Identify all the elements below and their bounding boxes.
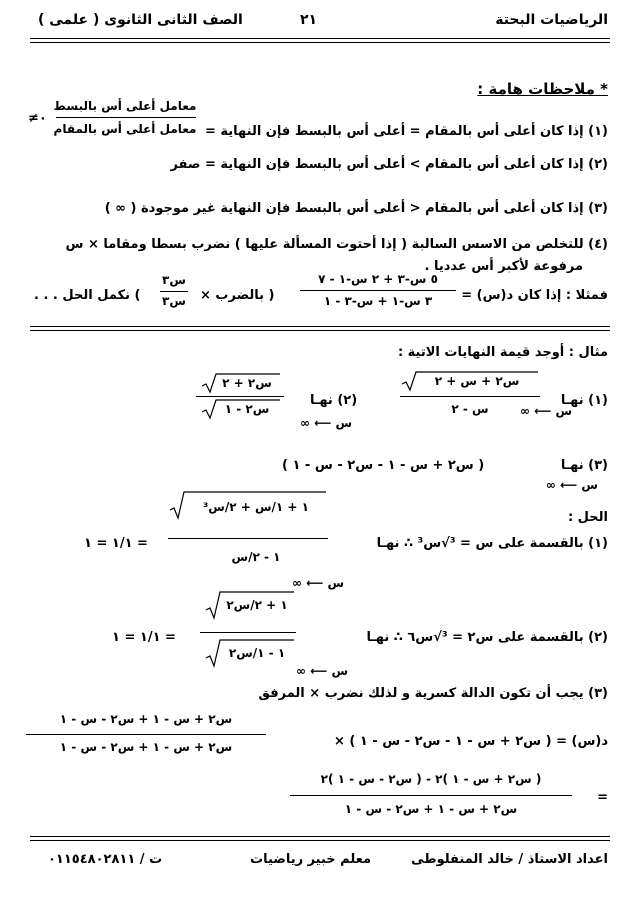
problem-2-denominator: س٢ - ١ (224, 402, 270, 416)
problem-3-label: (٣) نهـا (560, 458, 608, 473)
problem-2-fraction-bar (196, 396, 284, 397)
solution-1-fraction-bar (168, 538, 328, 539)
solution-2-result: = ١/١ = ١ (112, 630, 176, 645)
solution-3-result-denominator: س٢ + س - ١ + س٢ - س - ١ (344, 802, 518, 816)
example-mult-numerator: س٣ (162, 273, 186, 287)
problem-1-numerator: س٢ + س + ٢ (434, 374, 520, 388)
problem-2-numerator: س٢ + ٢ (222, 376, 272, 390)
solution-3-result-numerator: ( س٢ + س - ١ )٢ - ( س٢ - س - ١ )٢ (320, 772, 542, 786)
example-continue: ) نكمل الحل . . . (34, 288, 141, 303)
note-1-fraction-bar (56, 117, 196, 118)
solution-2-numerator: ١ + ٢/س٢ (226, 598, 288, 612)
solution-2-text: (٢) بالقسمة على س٢ = ³√س٦ ∴ نهـا (366, 630, 608, 645)
problem-1-label: (١) نهـا (560, 393, 608, 408)
solution-1-limit: س ⟵ ∞ (292, 576, 345, 590)
example-mult-denominator: س٣ (162, 294, 186, 308)
footer-author: اعداد الاستاذ / خالد المنفلوطى (411, 852, 608, 867)
problem-1-denominator: س - ٢ (451, 402, 489, 416)
header-grade: الصف الثانى الثانوى ( علمى ) (38, 12, 243, 28)
solution-3-conjugate-numerator: س٢ + س - ١ + س٢ - س - ١ (59, 712, 233, 726)
solution-3-function: د(س) = ( س٢ + س - ١ - س٢ - س - ١ ) × (333, 734, 608, 749)
note-4-line-2: مرفوعة لأكبر أس عدديا . (424, 259, 583, 274)
solution-2-fraction-bar (200, 632, 296, 633)
footer-phone: ت / ٠١١٥٤٨٠٢٨١١ (48, 852, 163, 867)
solution-3-conjugate-bar (26, 734, 266, 735)
solution-1-text: (١) بالقسمة على س = ³√س³ ∴ نهـا (376, 536, 608, 551)
notes-divider (30, 326, 610, 331)
example-multiply: ( بالضرب × (200, 288, 275, 303)
solution-title: الحل : (567, 510, 608, 525)
note-1-denominator: معامل أعلى أس بالمقام (53, 122, 197, 136)
header-page-number: ٢١ (300, 12, 318, 28)
note-1-suffix: ≠٠ (28, 111, 47, 126)
example-numerator: ٥ س-٣ + ٢ س-١ - ٧ (318, 272, 438, 286)
note-1-text: (١) إذا كان أعلى أس بالمقام = أعلى أس بالبسط فإن النهاية = (204, 124, 608, 139)
solution-3-conjugate-denominator: س٢ + س - ١ + س٢ - س - ١ (59, 740, 233, 754)
notes-title: * ملاحظات هامة : (477, 80, 608, 98)
header-subject: الرياضيات البحتة (495, 12, 608, 28)
problem-1-limit: س ⟵ ∞ (520, 404, 573, 418)
example-mult-bar (160, 291, 188, 292)
solution-3-result-bar (290, 795, 572, 796)
example-fraction-bar (300, 290, 456, 291)
solution-1-numerator: ١ + ١/س + ٢/س³ (203, 500, 309, 514)
note-2-text: (٢) إذا كان أعلى أس بالمقام > أعلى أس بالبسط فإن النهاية = صفر (170, 157, 608, 172)
footer-divider (30, 836, 610, 841)
example-intro: فمثلا : إذا كان د(س) = (461, 288, 608, 303)
problem-3-limit: س ⟵ ∞ (545, 478, 598, 492)
footer-role: معلم خبير رياضيات (250, 852, 372, 867)
problem-2-label: (٢) نهـا (310, 393, 358, 408)
solution-1-denominator: ١ - ٢/س (231, 550, 281, 564)
problem-2-limit: س ⟵ ∞ (300, 416, 353, 430)
note-3-text: (٣) إذا كان أعلى أس بالمقام < أعلى أس بالبسط فإن النهاية غير موجودة ( ∞ ) (104, 201, 608, 216)
note-1-numerator: معامل أعلى أس بالبسط (53, 99, 197, 113)
solution-3-equals: = (597, 790, 608, 805)
solution-2-denominator: ١ - ١/س٢ (228, 646, 286, 660)
note-4-line-1: (٤) للتخلص من الاسس السالبة ( إذا أحتوت المسألة عليها ) نضرب بسطا ومقاما × س (65, 237, 608, 252)
problem-1-fraction-bar (400, 396, 540, 397)
solution-3-text: (٣) يجب أن تكون الدالة كسرية و لذلك نضرب × المرفق (258, 686, 608, 701)
example-denominator: ٣ س-١ + س-٣ - ١ (323, 294, 433, 308)
solution-2-limit: س ⟵ ∞ (296, 664, 349, 678)
example-title: مثال : أوجد قيمة النهايات الاتية : (397, 345, 608, 360)
header-divider (30, 38, 610, 43)
problem-3-expression: ( س٢ + س - ١ - س٢ - س - ١ ) (282, 458, 485, 473)
solution-1-result: = ١/١ = ١ (84, 536, 148, 551)
